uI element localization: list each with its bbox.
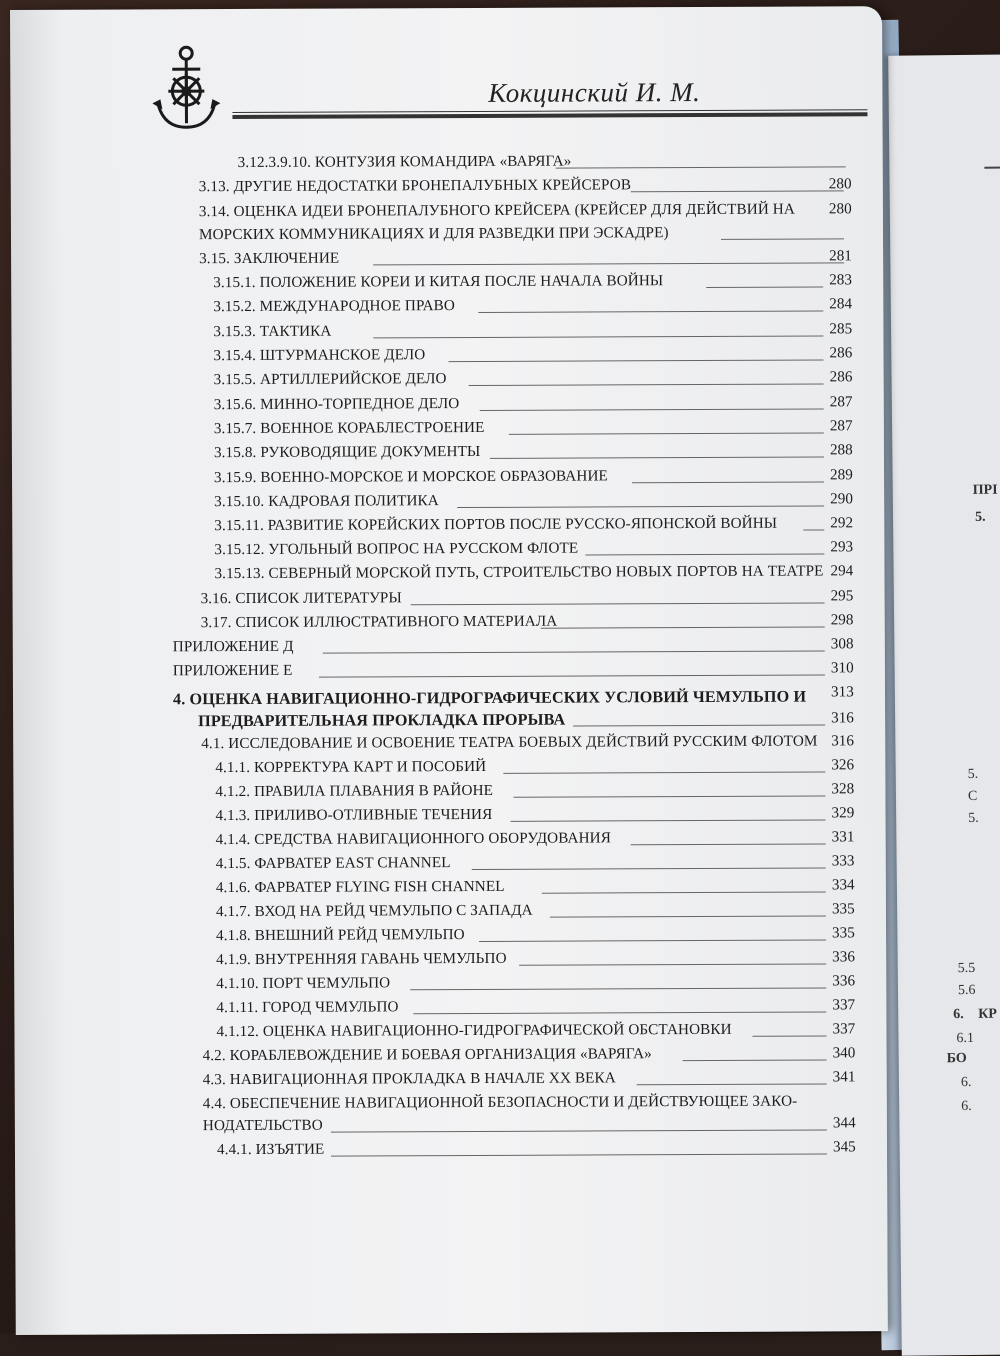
adjacent-page-fragment: 5.6 (958, 983, 976, 999)
toc-page-number: 283 (829, 271, 852, 289)
toc-entry: 4.1.10. ПОРТ ЧЕМУЛЬПО (216, 974, 390, 993)
toc-page-number: 295 (831, 587, 854, 605)
toc-entry: 3.15.8. РУКОВОДЯЩИЕ ДОКУМЕНТЫ (214, 443, 480, 462)
toc-page-number: 334 (832, 876, 855, 894)
toc-entry: 4.1.9. ВНУТРЕННЯЯ ГАВАНЬ ЧЕМУЛЬПО (216, 950, 507, 969)
toc-page-number: 316 (831, 709, 854, 727)
toc-page-number: 335 (832, 900, 855, 918)
toc-page-number: 284 (829, 295, 852, 313)
adjacent-page-fragment: 5. (975, 510, 986, 526)
toc-leader-line (511, 819, 826, 821)
toc-leader-line (373, 335, 823, 338)
toc-page-number: 308 (831, 635, 854, 653)
toc-leader-line (331, 1129, 827, 1132)
toc-page-number: 292 (830, 514, 853, 532)
toc-page-number: 285 (829, 320, 852, 338)
toc-entry: 4.4. ОБЕСПЕЧЕНИЕ НАВИГАЦИОННОЙ БЕЗОПАСНОСТИ И ДЕЙСТВУЮЩЕЕ ЗАКО- (203, 1093, 798, 1114)
toc-leader-line (550, 915, 826, 917)
toc-leader-line (479, 939, 826, 942)
toc-leader-line (319, 674, 825, 677)
toc-leader-line (513, 795, 825, 797)
adjacent-page-fragment: 5.5 (958, 961, 976, 977)
toc-leader-line (373, 262, 844, 265)
toc-leader-line (573, 724, 825, 726)
adjacent-page-fragment: КР (978, 1007, 997, 1023)
toc-leader-line (323, 650, 825, 653)
toc-page-number: 298 (831, 611, 854, 629)
toc-page-number: 340 (833, 1044, 856, 1062)
toc-page-number: 316 (831, 732, 854, 750)
toc-entry: 3.15.12. УГОЛЬНЫЙ ВОПРОС НА РУССКОМ ФЛОТЕ (214, 540, 578, 560)
toc-page-number: 280 (829, 175, 852, 193)
toc-leader-line (509, 432, 824, 434)
toc-leader-line (503, 771, 825, 773)
toc-leader-line (631, 843, 826, 845)
toc-entry: 4.1.6. ФАРВАТЕР FLYING FISH CHANNEL (216, 878, 505, 897)
toc-entry: 4.3. НАВИГАЦИОННАЯ ПРОКЛАДКА В НАЧАЛЕ XX ВЕКА (203, 1069, 616, 1089)
toc-leader-line (480, 408, 824, 411)
toc-entry: 3.15. ЗАКЛЮЧЕНИЕ (199, 250, 339, 269)
header-rule-thick (232, 112, 867, 119)
toc-entry: 3.15.6. МИННО-ТОРПЕДНОЕ ДЕЛО (214, 395, 460, 414)
toc-entry: 3.15.3. ТАКТИКА (213, 323, 331, 342)
toc-entry: 3.15.4. ШТУРМАНСКОЕ ДЕЛО (213, 346, 425, 365)
toc-page-number: 345 (833, 1138, 856, 1156)
toc-entry: 4.1.1. КОРРЕКТУРА КАРТ И ПОСОБИЙ (215, 758, 486, 777)
toc-leader-line (478, 310, 823, 313)
toc-entry: 4.1.2. ПРАВИЛА ПЛАВАНИЯ В РАЙОНЕ (215, 782, 493, 801)
toc-leader-line (449, 359, 824, 362)
toc-leader-line (413, 1011, 826, 1014)
toc-entry: ПРИЛОЖЕНИЕ Е (173, 662, 293, 681)
toc-page-number: 280 (829, 200, 852, 218)
toc-page-number: 286 (830, 368, 853, 386)
toc-leader-line (542, 891, 826, 893)
toc-entry: 4.4.1. ИЗЪЯТИЕ (217, 1141, 324, 1159)
adjacent-page-fragment: 6. (961, 1099, 972, 1115)
toc-page-number: 335 (832, 924, 855, 942)
toc-leader-line (721, 238, 844, 240)
toc-leader-line (457, 505, 824, 508)
adjacent-page-fragment: 5. (968, 767, 979, 783)
toc-entry: МОРСКИХ КОММУНИКАЦИЯХ И ДЛЯ РАЗВЕДКИ ПРИ ЭСКАДРЕ) (199, 224, 669, 244)
adjacent-page-fragment: 5. (968, 811, 979, 827)
toc-entry: 3.15.13. СЕВЕРНЫЙ МОРСКОЙ ПУТЬ, СТРОИТЕЛЬСТВО НОВЫХ ПОРТОВ НА ТЕАТРЕ (214, 562, 823, 583)
toc-entry: 4. ОЦЕНКА НАВИГАЦИОННО-ГИДРОГРАФИЧЕСКИХ УСЛОВИЙ ЧЕМУЛЬПО И (173, 688, 806, 709)
toc-entry: 3.16. СПИСОК ЛИТЕРАТУРЫ (201, 589, 402, 608)
toc-entry: 3.15.11. РАЗВИТИЕ КОРЕЙСКИХ ПОРТОВ ПОСЛЕ РУССКО-ЯПОНСКОЙ ВОЙНЫ (214, 515, 777, 535)
toc-page-number: 336 (832, 972, 855, 990)
anchor-helm-icon (150, 43, 222, 133)
toc-page-number: 288 (830, 441, 853, 459)
toc-page-number: 289 (830, 466, 853, 484)
toc-leader-line (410, 987, 826, 990)
toc-page-number: 329 (831, 804, 854, 822)
toc-leader-line (632, 481, 824, 483)
toc-entry: 4.1.3. ПРИЛИВО-ОТЛИВНЫЕ ТЕЧЕНИЯ (215, 806, 492, 825)
toc-entry: 3.15.7. ВОЕННОЕ КОРАБЛЕСТРОЕНИЕ (214, 419, 485, 438)
toc-page-number: 294 (830, 562, 853, 580)
toc-leader-line (683, 1059, 827, 1061)
toc-entry: 3.13. ДРУГИЕ НЕДОСТАТКИ БРОНЕПАЛУБНЫХ КРЕЙСЕРОВ (199, 176, 631, 196)
toc-leader-line (706, 286, 823, 288)
toc-page-number: 336 (832, 948, 855, 966)
toc-leader-line (331, 1153, 827, 1156)
toc-page-number: 337 (832, 1020, 855, 1038)
toc-leader-line (472, 867, 826, 870)
toc-page-number: 290 (830, 490, 853, 508)
toc-entry: 3.15.1. ПОЛОЖЕНИЕ КОРЕИ И КИТАЯ ПОСЛЕ НАЧАЛА ВОЙНЫ (213, 272, 663, 292)
toc-page-number: 287 (830, 393, 853, 411)
toc-page-number: 287 (830, 417, 853, 435)
toc-entry: 3.12.3.9.10. КОНТУЗИЯ КОМАНДИРА «ВАРЯГА» (238, 153, 572, 172)
adjacent-page-fragment: С (968, 789, 978, 805)
toc-page-number: 333 (832, 852, 855, 870)
toc-entry: 4.1. ИССЛЕДОВАНИЕ И ОСВОЕНИЕ ТЕАТРА БОЕВЫХ ДЕЙСТВИЙ РУССКИМ ФЛОТОМ (201, 732, 817, 753)
toc-leader-line (637, 1083, 827, 1085)
toc-leader-line (541, 626, 825, 628)
toc-entry: 3.15.5. АРТИЛЛЕРИЙСКОЕ ДЕЛО (214, 370, 447, 389)
toc-page-number: 331 (832, 828, 855, 846)
toc-page-number: 344 (833, 1114, 856, 1132)
book-page (10, 6, 888, 1335)
toc-entry: 4.1.7. ВХОД НА РЕЙД ЧЕМУЛЬПО С ЗАПАДА (216, 902, 533, 921)
toc-entry: 4.1.8. ВНЕШНИЙ РЕЙД ЧЕМУЛЬПО (216, 926, 465, 945)
toc-leader-line (556, 166, 846, 168)
toc-entry: 3.15.9. ВОЕННО-МОРСКОЕ И МОРСКОЕ ОБРАЗОВАНИЕ (214, 467, 608, 487)
adjacent-page (888, 54, 1000, 1355)
toc-entry: 3.17. СПИСОК ИЛЛЮСТРАТИВНОГО МАТЕРИАЛА (201, 613, 558, 633)
toc-page-number: 310 (831, 659, 854, 677)
toc-entry: 3.14. ОЦЕНКА ИДЕИ БРОНЕПАЛУБНОГО КРЕЙСЕРА (КРЕЙСЕР ДЛЯ ДЕЙСТВИЙ НА (199, 201, 795, 222)
adjacent-page-fragment: ПРІ (973, 483, 998, 499)
toc-leader-line (803, 529, 824, 530)
toc-entry: 4.2. КОРАБЛЕВОЖДЕНИЕ И БОЕВАЯ ОРГАНИЗАЦИЯ «ВАРЯГА» (203, 1045, 652, 1065)
toc-page-number: 286 (829, 344, 852, 362)
toc-page-number: 328 (831, 780, 854, 798)
toc-page-number: 337 (832, 996, 855, 1014)
toc-leader-line (469, 383, 824, 386)
toc-entry: ПРИЛОЖЕНИЕ Д (173, 638, 294, 657)
toc-leader-line (490, 456, 824, 458)
adjacent-page-rule (984, 166, 1000, 169)
toc-entry: 3.15.10. КАДРОВАЯ ПОЛИТИКА (214, 492, 439, 511)
toc-entry: 3.15.2. МЕЖДУНАРОДНОЕ ПРАВО (213, 297, 455, 316)
adjacent-page-fragment: 6.1 (956, 1031, 974, 1047)
toc-leader-line (411, 602, 825, 605)
toc-leader-line (585, 553, 824, 555)
running-header-author: Кокцинский И. М. (488, 77, 700, 109)
toc-page-number: 341 (833, 1068, 856, 1086)
toc-entry: 4.1.5. ФАРВАТЕР EAST CHANNEL (216, 854, 451, 873)
toc-leader-line (631, 190, 844, 192)
toc-page-number: 293 (830, 538, 853, 556)
toc-page-number: 281 (829, 247, 852, 265)
toc-page-number: 313 (831, 683, 854, 701)
adjacent-page-fragment: 6. (961, 1075, 972, 1091)
toc-leader-line (519, 963, 826, 965)
toc-entry: 4.1.11. ГОРОД ЧЕМУЛЬПО (216, 998, 398, 1017)
toc-leader-line (752, 1035, 826, 1036)
toc-entry: ПРЕДВАРИТЕЛЬНАЯ ПРОКЛАДКА ПРОРЫВА (198, 711, 565, 731)
toc-entry: НОДАТЕЛЬСТВО (203, 1117, 323, 1136)
adjacent-page-fragment: 6. (953, 1007, 964, 1023)
toc-page-number: 326 (831, 756, 854, 774)
toc-entry: 4.1.12. ОЦЕНКА НАВИГАЦИОННО-ГИДРОГРАФИЧЕСКОЙ ОБСТАНОВКИ (216, 1021, 731, 1041)
toc-entry: 4.1.4. СРЕДСТВА НАВИГАЦИОННОГО ОБОРУДОВАНИЯ (216, 829, 611, 849)
adjacent-page-fragment: БО (947, 1051, 967, 1067)
